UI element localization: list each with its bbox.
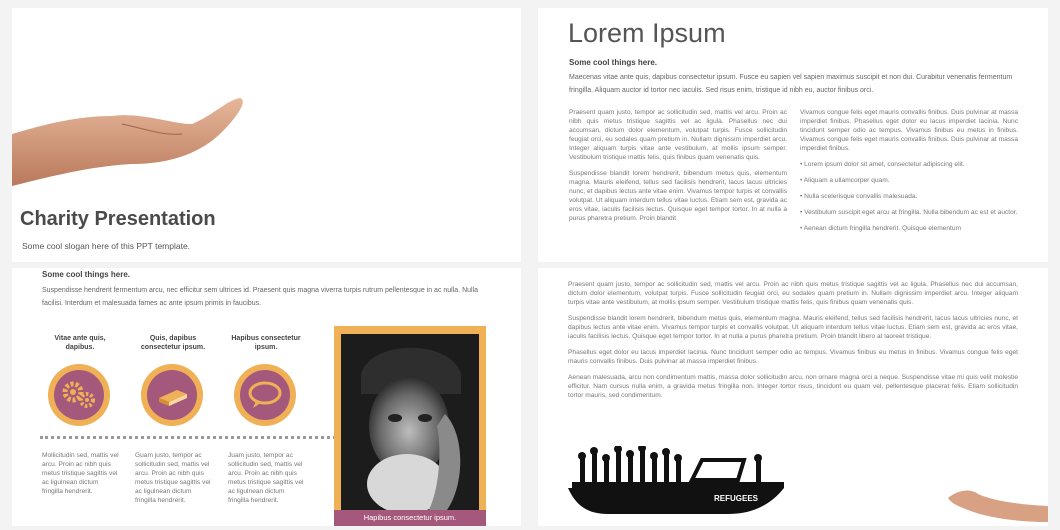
paragraph: Praesent quam justo, tempor ac sollicitudin sed, mattis vel arcu. Proin ac nibh quis metus tristique sagittis vel ac ligula. Phasellus nec dui accumsan, dictum dolor elementum, volutpat turpis. Fusce sollicitudin feugiat orci, eu sodales quam pretium in. Nullam dignissim imperdiet arcu. Integer aliquam turpis vitae ante vestibulum, at mollis ipsum semper. Vestibulum tristique mattis felis, quis finibus quam venenatis quis. <box>568 281 1018 306</box>
paragraph: Praesent quam justo, tempor ac sollicitudin sed, mattis vel arcu. Proin ac nibh quis metus tristique sagittis vel ac ligula. Phasellus nec dui accumsan, dictum dolor elementum, volutpat turpis. Fusce sollicitudin feugiat orci, eu sodales quam pretium in. Nullam dignissim imperdiet arcu. Integer aliquam turpis vitae ante vestibulum, at mollis ipsum semper. Vestibulum tristique mattis felis, quis finibus quam venenatis quis. <box>569 109 787 161</box>
feature-badge <box>48 364 110 426</box>
slide-title[interactable] <box>12 8 521 262</box>
feature-text: Guam justo, tempor ac sollicitudin sed, mattis vel arcu. Proin ac nibh quis metus tristique sagittis vel ac ligulnean dictum fringilla hendrerit. <box>135 452 211 504</box>
slide-features[interactable] <box>12 268 521 526</box>
bullet-item: • Aenean dictum fringilla hendrerit. Quisque elementum <box>800 225 962 232</box>
photo-frame <box>334 326 486 526</box>
intro-paragraph: Maecenas vitae ante quis, dapibus consectetur ipsum. Fusce eu sapien vel sapien maximus suscipit et non dui. Curabitur venenatis fermentum fringilla. Aliquam auctor id tortor nec iaculis. Sed risus enim, tristique id nibh eu, auctor finibus orci. <box>569 74 1013 94</box>
speech-bubble-icon <box>234 364 296 426</box>
hand-image <box>948 486 1048 526</box>
feature-text: Mollicitudin sed, mattis vel arcu. Proin ac nibh quis metus tristique sagittis vel ac ligulnean dictum fringilla hendrerit. <box>42 452 119 495</box>
feature-title: Hapibus consectetur ipsum. <box>231 335 301 351</box>
bullet-item: • Vestibulum suscipit eget arcu at fringilla. Nulla bibendum ac est et auctor. <box>800 209 1018 216</box>
bullet-item: • Lorem ipsum dolor sit amet, consectetur adipiscing elit. <box>800 161 965 168</box>
paragraph: Phasellus eget dolor eu lacus imperdiet lacinia. Nunc tincidunt semper odio ac tempus. Vivamus finibus eu metus in finibus. Vivamus congue felis eget mauris convallis finibus. Duis pulvinar at massa imperdiet finibus. <box>568 349 1018 365</box>
bullet-item: • Nulla scelerisque convallis malesuada. <box>800 193 918 200</box>
open-hand-image <box>12 94 252 204</box>
paragraph: Suspendisse blandit lorem hendrerit, bibendum metus quis, elementum magna. Mauris eleifend, tellus sed facilisis hendrerit, lacus lacus ultricies nunc, et dapibus lectus ante vitae enim. Vivamus tempor turpis et convallis volutpat. Ut aliquam interdum tellus vitae luctus. Etiam sem est, gravida ac eros vitae, iaculis facilisis lectus. Quisque eget tempor tortor. In at nulla a purus pharetra pretium. Proin blandit <box>569 170 787 222</box>
gears-icon <box>48 364 110 426</box>
feature-title: Vitae ante quis, dapibus. <box>54 335 106 351</box>
book-icon <box>141 364 203 426</box>
refugee-boat-image <box>568 446 788 522</box>
feature-badge <box>234 364 296 426</box>
slide-subheading: Some cool things here. <box>42 270 131 279</box>
presentation-slogan: Some cool slogan here of this PPT template. <box>22 241 191 251</box>
paragraph: Suspendisse blandit lorem hendrerit, bibendum metus quis, elementum magna. Mauris eleifend, tellus sed facilisis hendrerit, lacus lacus ultricies nunc, et dapibus lectus ante vitae enim. Vivamus tempor turpis et convallis volutpat. Ut aliquam interdum tellus vitae luctus. Etiam sem est, gravida ac eros vitae, iaculis facilisis lectus. Quisque eget tempor tortor. In at nulla a purus pharetra pretium. Proin blandit libero at laoreet tristique. <box>568 315 1018 340</box>
presentation-title: Charity Presentation <box>20 208 216 230</box>
logo-text: REFUGEES <box>714 494 759 503</box>
photo-caption: Hapibus consectetur ipsum. <box>334 510 486 526</box>
body-text <box>568 280 1018 407</box>
slide-heading: Lorem Ipsum <box>568 18 726 48</box>
paragraph: Vivamus congue felis eget mauris convallis finibus. Duis pulvinar at massa imperdiet finibus. Phasellus eget dolor eu lacus imperdiet lacinia. Nunc tincidunt semper odio ac tempus. Vivamus finibus eu metus in finibus. Vivamus congue felis eget mauris convallis finibus. Duis pulvinar at massa imperdiet finibus. <box>800 109 1018 152</box>
feature-title: Quis, dapibus consectetur ipsum. <box>140 335 206 351</box>
slide-refugees[interactable] <box>538 268 1048 526</box>
portrait-photo <box>341 334 479 510</box>
feature-badge <box>141 364 203 426</box>
right-column <box>800 108 1018 258</box>
intro-paragraph: Suspendisse hendrerit fermentum arcu, nec efficitur sem ultrices id. Praesent quis magna viverra turpis rutrum pellentesque in ac nulla. Nulla facilisi. Interdum et malesuada fames ac ante ipsum primis in faucibus. <box>42 287 479 307</box>
feature-text: Juam justo, tempor ac sollicitudin sed, mattis vel arcu. Proin ac nibh quis metus tristique sagittis vel ac ligulnean dictum fringilla hendrerit. <box>228 452 304 504</box>
bullet-item: • Aliquam a ullamcorper quam. <box>800 177 890 184</box>
slide-subheading: Some cool things here. <box>569 58 658 67</box>
paragraph: Aenean malesuada, arcu non condimentum mattis, massa dolor sollicitudin arcu, non ornare magna orci a neque. Suspendisse vitae mi quis velit molestie efficitur. Nam cursus nulla enim, a gravida metus fringilla non. Integer tortor risus, tincidunt eu quam vel, pellentesque placerat felis. Etiam sollicitudin tortor mauris, sed condimentum. <box>568 374 1018 399</box>
left-column <box>569 108 787 258</box>
slide-lorem-ipsum[interactable] <box>538 8 1048 262</box>
dotted-divider <box>40 436 336 439</box>
